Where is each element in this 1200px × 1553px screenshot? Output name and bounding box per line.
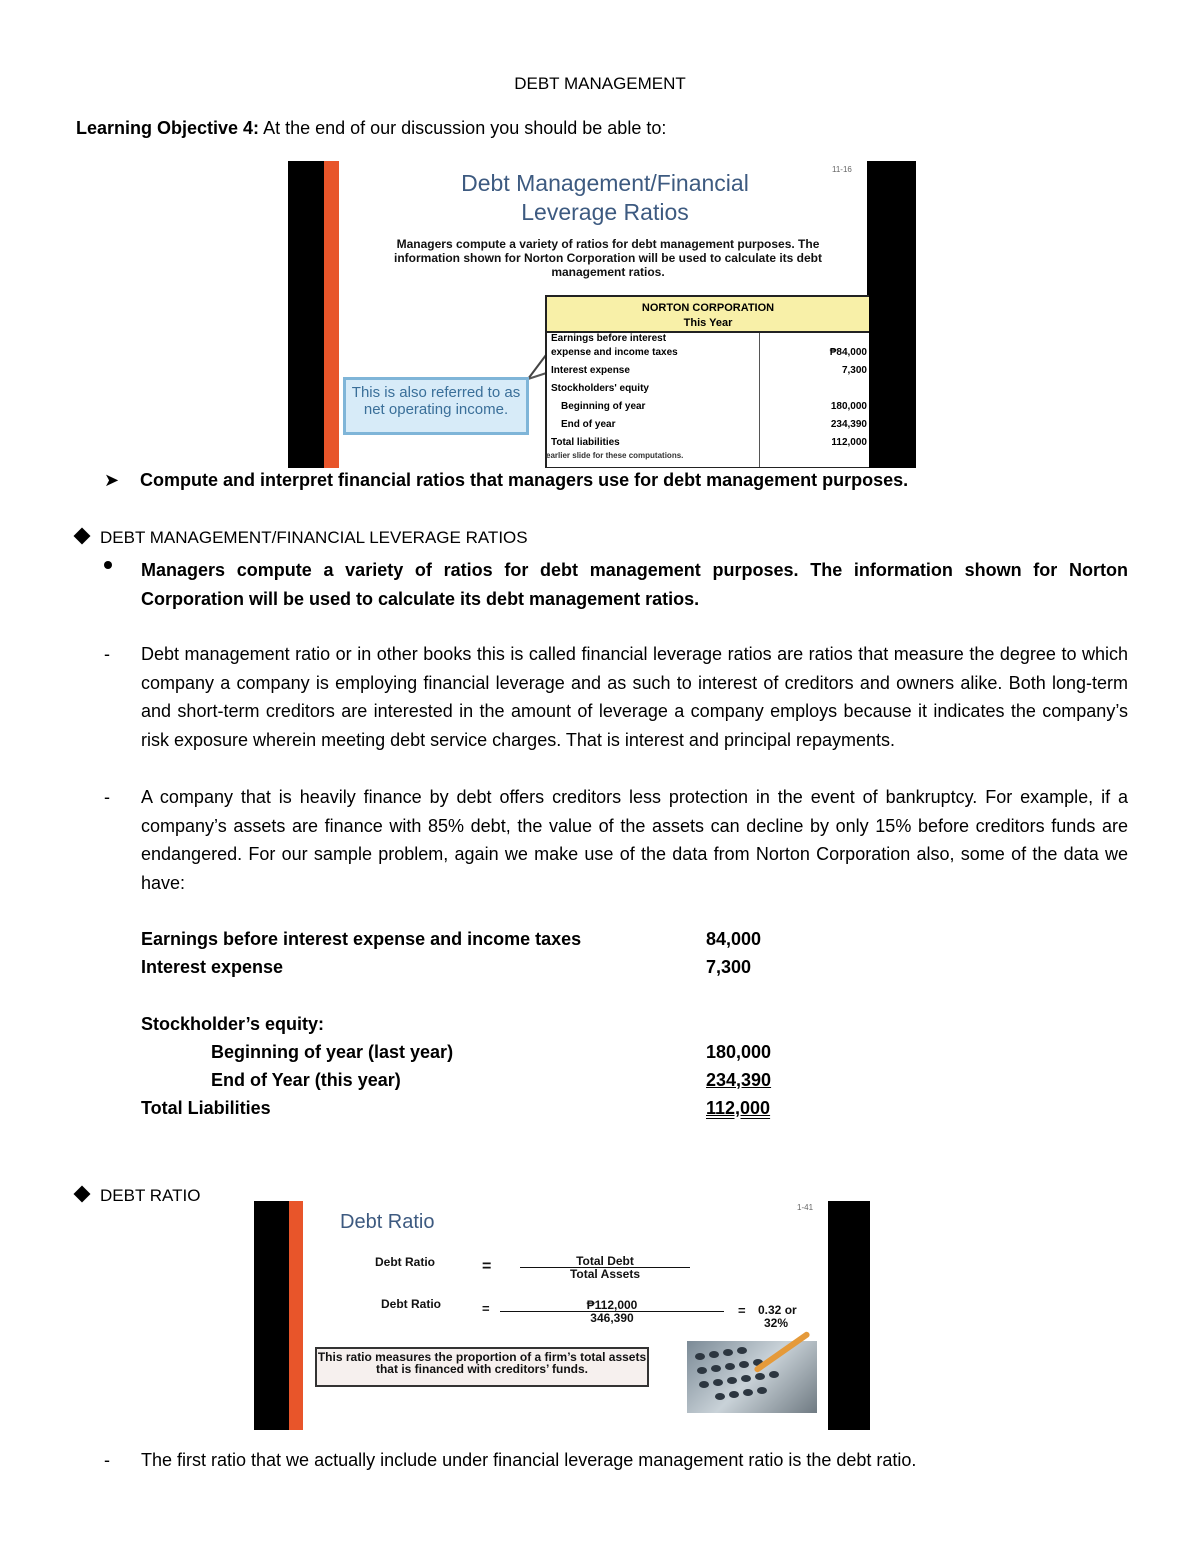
calc-label: Debt Ratio (381, 1297, 441, 1311)
objective-bullet (104, 470, 908, 491)
financial-value: 234,390 (706, 1070, 772, 1090)
dot-bullet-icon (104, 561, 112, 569)
norton-table-header (547, 297, 869, 333)
section-heading-leverage (72, 528, 528, 548)
financial-row-equity (141, 1010, 781, 1038)
result-equals: = (738, 1303, 746, 1318)
bullet-text: Managers compute a variety of ratios for debt management purposes. The information shown for Norton Corporation will be used to calculate its debt management ratios. (141, 560, 1128, 609)
row-value: ₱84,000 (829, 347, 867, 358)
calc-equals: = (482, 1301, 490, 1316)
slide-debt-ratio (254, 1201, 870, 1430)
paragraph-heavy-debt (104, 783, 1128, 897)
row-value: 7,300 (841, 365, 867, 376)
financial-value: 84,000 (706, 929, 762, 949)
formula-numerator: Total Debt (576, 1254, 634, 1268)
dash-bullet: - (104, 787, 110, 807)
row-value: 180,000 (830, 401, 867, 412)
section-heading-debt-ratio (72, 1186, 200, 1206)
calculator-image (687, 1341, 817, 1413)
financial-row-interest (141, 953, 781, 981)
financial-row-end (141, 1066, 781, 1094)
page-title: DEBT MANAGEMENT (514, 74, 686, 93)
financial-row-begin (141, 1038, 781, 1066)
financial-value: 7,300 (706, 957, 752, 977)
slide-footnote: earlier slide for these computations. (546, 451, 684, 460)
diamond-bullet-icon (74, 528, 91, 545)
arrow-bullet-icon: ➤ (104, 470, 120, 490)
financial-row-ebit (141, 925, 781, 953)
slide-page-number: 11-16 (832, 165, 852, 174)
table-row (551, 365, 867, 376)
row-value: 112,000 (831, 437, 867, 448)
table-row (551, 437, 867, 448)
financial-row-liabilities (141, 1094, 781, 1122)
slide-debt-management-ratios (288, 161, 916, 468)
paragraph-leverage-definition (104, 640, 1128, 754)
dash-bullet: - (104, 644, 110, 664)
paragraph-text: The first ratio that we actually include under financial leverage management ratio is the debt ratio. (141, 1450, 917, 1470)
pen-image (753, 1331, 811, 1374)
objective-text: At the end of our discussion you should be able to: (259, 118, 667, 138)
table-row (551, 347, 867, 358)
calc-denominator: 346,390 (590, 1311, 634, 1325)
row-value: 234,390 (830, 419, 867, 430)
financial-label: Earnings before interest expense and income taxes (141, 929, 582, 949)
table-row (551, 333, 867, 344)
row-label: expense and income taxes (551, 347, 678, 358)
financial-label: Beginning of year (last year) (211, 1042, 454, 1062)
financial-label: Stockholder’s equity: (141, 1014, 325, 1034)
result-line1: 0.32 or (758, 1303, 797, 1317)
net-operating-income-callout: This is also referred to as net operating income. (343, 377, 529, 435)
paragraph-text: A company that is heavily finance by debt offers creditors less protection in the event of bankruptcy. For example, if a company’s assets are finance with 85% debt, the value of the assets can decline by only 15% before creditors funds are endangered. For our sample problem, again we make use of the data from Norton Corporation also, some of the data we have: (141, 787, 1128, 893)
financial-label: Interest expense (141, 957, 284, 977)
financial-value: 112,000 (706, 1098, 771, 1118)
norton-table (545, 295, 869, 468)
slide-title-line2: Leverage Ratios (521, 199, 689, 225)
table-row (551, 401, 867, 412)
formula-label: Debt Ratio (375, 1255, 435, 1269)
slide-left-bar (254, 1201, 289, 1430)
result-line2: 32% (764, 1316, 789, 1330)
paragraph-text: Debt management ratio or in other books this is called financial leverage ratios are ratios that measure the degree to which company a company is employing financial leverage and as such to interest of creditors and owners alike. Both long-term and short-term creditors are interested in the amount of leverage a company employs because it indicates the company’s risk exposure wherein meeting debt service charges. That is interest and principal repayments. (141, 644, 1128, 750)
section-heading-text: DEBT MANAGEMENT/FINANCIAL LEVERAGE RATIOS (100, 528, 528, 547)
table-row (551, 383, 867, 394)
financial-label: Total Liabilities (141, 1098, 271, 1118)
objective-label: Learning Objective 4: (76, 118, 260, 138)
bullet-item (104, 556, 1128, 613)
calc-numerator: ₱112,000 (586, 1298, 638, 1312)
section-heading-text: DEBT RATIO (100, 1186, 201, 1205)
row-label: Beginning of year (561, 401, 646, 412)
slide-title-line1: Debt Management/Financial (461, 170, 749, 196)
slide-description: Managers compute a variety of ratios for debt management purposes. The information shown for Norton Corporation will be used to calculate its debt management ratios. (393, 237, 822, 279)
table-row (551, 419, 867, 430)
slide-accent-bar (289, 1201, 303, 1430)
learning-objective (76, 118, 666, 139)
row-label: Stockholders' equity (551, 383, 649, 394)
row-label: Earnings before interest (551, 333, 667, 344)
diamond-bullet-icon (74, 1186, 91, 1203)
row-label: Total liabilities (551, 437, 620, 448)
norton-table-subtitle: This Year (683, 317, 733, 329)
objective-bullet-text: Compute and interpret financial ratios that managers use for debt management purposes. (140, 470, 909, 490)
formula-denominator: Total Assets (569, 1267, 641, 1281)
dash-bullet: - (104, 1450, 110, 1470)
slide-page-number: 1-41 (797, 1203, 814, 1212)
row-label: End of year (561, 419, 616, 430)
formula-equals: = (482, 1258, 492, 1275)
closing-paragraph (104, 1450, 916, 1471)
slide-right-bar (828, 1201, 870, 1430)
debt-ratio-callout: This ratio measures the proportion of a firm’s total assets that is financed with creditors’ funds. (315, 1347, 649, 1387)
financial-label: End of Year (this year) (211, 1070, 401, 1090)
row-label: Interest expense (551, 365, 630, 376)
norton-table-title: NORTON CORPORATION (641, 302, 775, 314)
financial-value: 180,000 (706, 1042, 772, 1062)
slide-title: Debt Ratio (340, 1211, 435, 1233)
